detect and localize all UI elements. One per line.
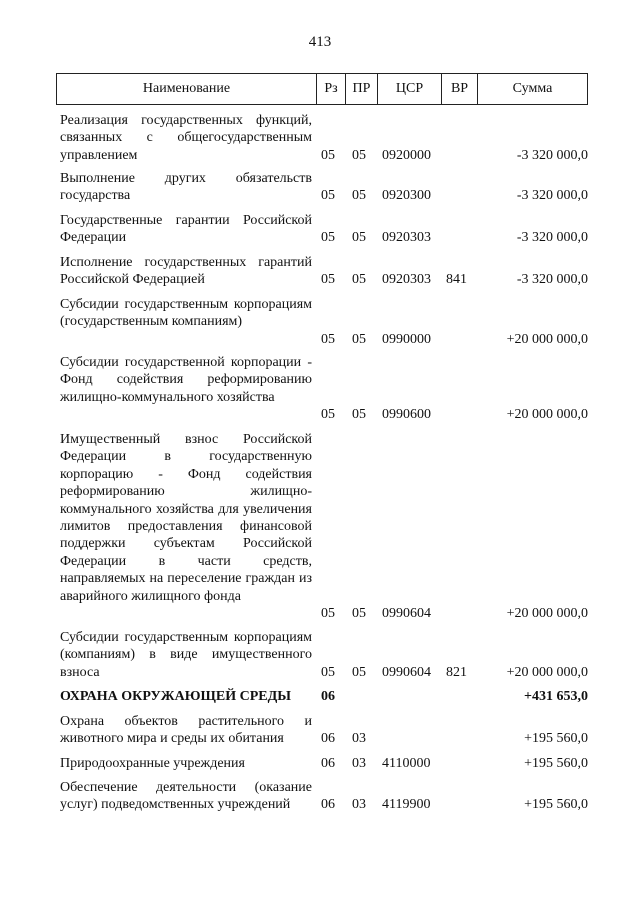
row-sum: +195 560,0	[524, 797, 588, 813]
row-sum: +195 560,0	[524, 756, 588, 771]
row-pr: 05	[352, 331, 366, 347]
row-sum: -3 320 000,0	[516, 230, 588, 246]
row-rz: 05	[321, 272, 335, 288]
row-sum: +20 000 000,0	[506, 664, 588, 680]
row-name: Реализация государственных функций, связанных с общегосударственным управлением	[60, 113, 312, 163]
row-vr: 841	[446, 272, 467, 288]
row-csr: 0990600	[382, 407, 431, 423]
row-rz: 05	[321, 606, 335, 621]
row-vr: 821	[446, 664, 467, 680]
row-csr: 0920303	[382, 272, 431, 288]
row-sum: +195 560,0	[524, 731, 588, 747]
row-rz: 05	[321, 331, 335, 347]
row-csr: 0990604	[382, 664, 431, 680]
row-rz: 05	[321, 407, 335, 423]
row-name: Имущественный взнос Российской Федерации в государственную корпорацию - Фонд содействия реформированию жилищно-коммунального хозяйства для увеличения лимитов предоставления финансовой поддержки субъектам Российской Федерации в части средств, направляемых на переселение граждан из аварийного жилищного фонда	[60, 432, 312, 604]
row-csr: 0920303	[382, 230, 431, 246]
row-pr: 03	[352, 731, 366, 747]
row-pr: 05	[352, 606, 366, 621]
header-sum: Сумма	[477, 73, 588, 105]
row-pr: 05	[352, 230, 366, 246]
row-rz: 06	[321, 689, 335, 704]
row-rz: 05	[321, 188, 335, 204]
row-pr: 03	[352, 797, 366, 813]
row-name: Субсидии государственной корпорации - Фонд содействия реформированию жилищно-коммунального хозяйства	[60, 355, 312, 405]
row-name: Выполнение других обязательств государства	[60, 171, 312, 204]
row-name: Охрана объектов растительного и животного мира и среды их обитания	[60, 714, 312, 747]
page-number: 413	[308, 34, 332, 50]
row-pr: 05	[352, 272, 366, 288]
row-csr: 0990000	[382, 331, 431, 347]
row-name: Обеспечение деятельности (оказание услуг) подведомственных учреждений	[60, 780, 312, 813]
header-pr: ПР	[345, 73, 377, 105]
row-pr: 03	[352, 756, 366, 771]
row-rz: 05	[321, 230, 335, 246]
header-vr: ВР	[441, 73, 477, 105]
row-sum: +431 653,0	[524, 689, 588, 704]
row-pr: 05	[352, 407, 366, 423]
row-rz: 06	[321, 797, 335, 813]
row-name: Исполнение государственных гарантий Российской Федерацией	[60, 255, 312, 288]
row-sum: +20 000 000,0	[506, 606, 588, 621]
row-csr: 0990604	[382, 606, 431, 621]
row-name: Природоохранные учреждения	[60, 756, 245, 771]
section-title: ОХРАНА ОКРУЖАЮЩЕЙ СРЕДЫ	[60, 689, 291, 704]
row-pr: 05	[352, 664, 366, 680]
row-sum: +20 000 000,0	[506, 407, 588, 423]
row-name: Субсидии государственным корпорациям (государственным компаниям)	[60, 297, 312, 330]
row-pr: 05	[352, 188, 366, 204]
row-name: Субсидии государственным корпорациям (компаниям) в виде имущественного взноса	[60, 630, 312, 680]
row-csr: 0920300	[382, 188, 431, 204]
row-csr: 0920000	[382, 147, 431, 163]
row-sum: +20 000 000,0	[506, 331, 588, 347]
row-sum: -3 320 000,0	[516, 188, 588, 204]
header-name: Наименование	[56, 73, 316, 105]
row-rz: 06	[321, 731, 335, 747]
row-csr: 4119900	[382, 797, 431, 813]
header-csr: ЦСР	[377, 73, 441, 105]
row-sum: -3 320 000,0	[516, 272, 588, 288]
row-name: Государственные гарантии Российской Федерации	[60, 213, 312, 246]
row-rz: 05	[321, 147, 335, 163]
row-sum: -3 320 000,0	[516, 147, 588, 163]
row-rz: 05	[321, 664, 335, 680]
row-rz: 06	[321, 756, 335, 771]
row-pr: 05	[352, 147, 366, 163]
row-csr: 4110000	[382, 756, 431, 771]
header-rz: Рз	[316, 73, 345, 105]
